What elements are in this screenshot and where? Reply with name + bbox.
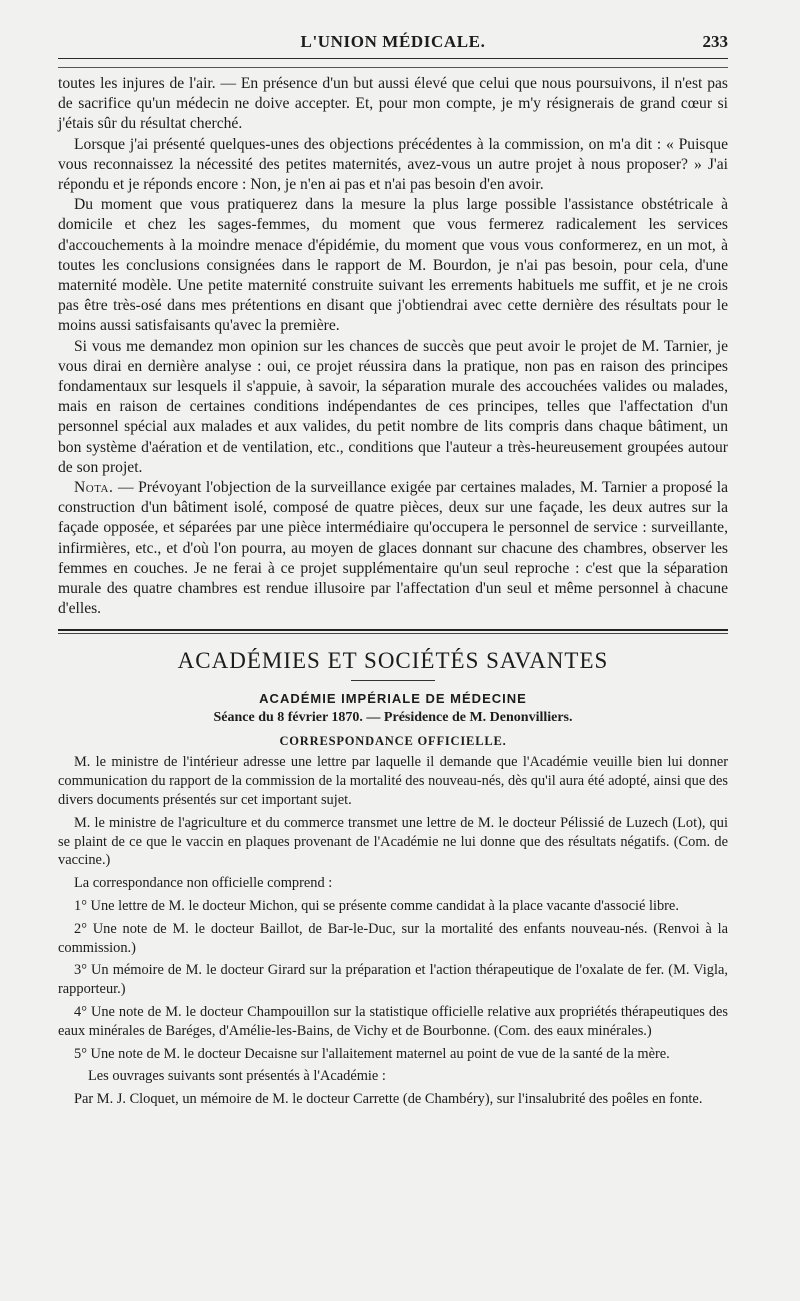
correspondence-paragraph-2: M. le ministre de l'agriculture et du commerce transmet une lettre de M. le docteur Pélissié de Luzech (Lot), qui se plaint de ce que le vaccin en plaques provenant de l'Académie ne lui donne que des résultats négatifs. (Com. de vaccine.): [58, 814, 728, 869]
works-presented-item: Par M. J. Cloquet, un mémoire de M. le docteur Carrette (de Chambéry), sur l'insalubrité des poêles en fonte.: [74, 1091, 703, 1108]
correspondence-title: CORRESPONDANCE OFFICIELLE.: [279, 734, 507, 749]
header-rule: [58, 67, 728, 68]
nota-text: — Prévoyant l'objection de la surveillance exigée par certaines malades, M. Tarnier a proposé la construction d'un bâtiment isolé, composé de quatre pièces, deux sur une façade, les deux autres sur la façade opposée, et séparées par une pièce intermédiaire qu'occupera le personnel de service : surveillante, infirmières, etc., et d'où l'on pourra, au moyen de glaces donnant sur chacune des chambres, observer les femmes en couches. Je ne ferai à ce projet supplémentaire qu'un seul reproche : c'est que la séparation murale des quatre chambres est rendue illusoire par l'affectation d'un seul et même personnel à chacune d'elles.: [58, 479, 728, 618]
section-title-rule: [351, 680, 435, 681]
correspondence-paragraph-1: M. le ministre de l'intérieur adresse une lettre par laquelle il demande que l'Académie veuille bien lui donner communication du rapport de la commission de la mortalité des nouveau-nés, dès qu'il aura été adopté, ainsi que des divers documents présentés sur cet important sujet.: [58, 754, 728, 809]
seance-line: Séance du 8 février 1870. — Présidence de M. Denonvilliers.: [213, 710, 573, 726]
works-presented-line: Les ouvrages suivants sont présentés à l'Académie :: [88, 1068, 386, 1085]
correspondence-item-1: 1° Une lettre de M. le docteur Michon, qui se présente comme candidat à la place vacante d'associé libre.: [74, 898, 679, 915]
body-paragraph-1: toutes les injures de l'air. — En présence d'un but aussi élevé que celui que nous poursuivons, il n'est pas de sacrifice qu'un médecin ne doive accepter. Et, pour mon compte, je m'y résignerais de grand cœur si j'étais sûr du résultat cherché.: [58, 75, 728, 133]
body-paragraph-4: Si vous me demandez mon opinion sur les chances de succès que peut avoir le projet de M. Tarnier, je vous dirai en dernière analyse : oui, ce projet réussira dans la pratique, non pas en raison des principes fondamentaux sur lesquels il s'appuie, à savoir, la séparation murale des accouchées valides ou malades, mais en raison de certaines conditions indépendantes de ces principes, telles que l'affectation d'un personnel spécial aux malades et aux valides, du petit nombre de lits compris dans chaque bâtiment, un bon système d'aération et de ventilation, etc., conditions que l'auteur a très-heureusement groupées autour de son projet.: [58, 337, 728, 476]
page-number: 233: [702, 32, 728, 51]
correspondence-item-5: 5° Une note de M. le docteur Decaisne sur l'allaitement maternel au point de vue de la santé de la mère.: [74, 1045, 670, 1062]
nota-paragraph: [58, 478, 728, 619]
article-body: [58, 74, 728, 619]
correspondence-item-2: 2° Une note de M. le docteur Baillot, de Bar-le-Duc, sur la mortalité des enfants nouveau-nés. (Renvoi à la commission.): [58, 920, 728, 956]
nota-label: Nota.: [74, 479, 114, 497]
section-divider: [58, 629, 728, 634]
body-paragraph-2: Lorsque j'ai présenté quelques-unes des objections précédentes à la commission, on m'a dit : « Puisque vous reconnaissez la nécessité des petites maternités, avez-vous un autre projet à nous proposer? » J'ai répondu et je réponds encore : Non, je n'en ai pas et n'ai pas besoin d'en avoir.: [58, 135, 728, 194]
correspondence-paragraph-3: La correspondance non officielle comprend :: [74, 875, 333, 892]
correspondence-item-3: 3° Un mémoire de M. le docteur Girard sur la préparation et l'action thérapeutique de l'oxalate de fer. (M. Vigla, rapporteur.): [58, 962, 728, 998]
page-header: [58, 28, 728, 59]
correspondence-item-4: 4° Une note de M. le docteur Champouillon sur la statistique officielle relative aux propriétés thérapeutiques des eaux minérales de Baréges, d'Amélie-les-Bains, de Vichy et de Bourbonne. (Com. des eaux minérales.): [58, 1004, 728, 1039]
body-paragraph-3: Du moment que vous pratiquerez dans la mesure la plus large possible l'assistance obstétricale à domicile et chez les sages-femmes, du moment que vous fermerez radicalement les services d'accouchements à la moindre menace d'épidémie, du moment que vous vous conformerez, en un mot, à toutes les conclusions consignées dans le rapport de M. Bourdon, je n'ai pas besoin, pour cela, d'une maternité modèle. Une petite maternité construite suivant les errements habituels me suffit, et je ne crois pas être très-osé dans mes prétentions en disant que j'obtiendrai avec cette dernière des résultats pour le moins aussi satisfaisants qu'avec la première.: [58, 196, 728, 335]
section-title: ACADÉMIES ET SOCIÉTÉS SAVANTES: [177, 648, 609, 674]
correspondence-body: [58, 753, 728, 1109]
running-title: L'UNION MÉDICALE.: [300, 32, 486, 51]
journal-page: [58, 28, 728, 1113]
academy-title: ACADÉMIE IMPÉRIALE DE MÉDECINE: [259, 691, 527, 707]
